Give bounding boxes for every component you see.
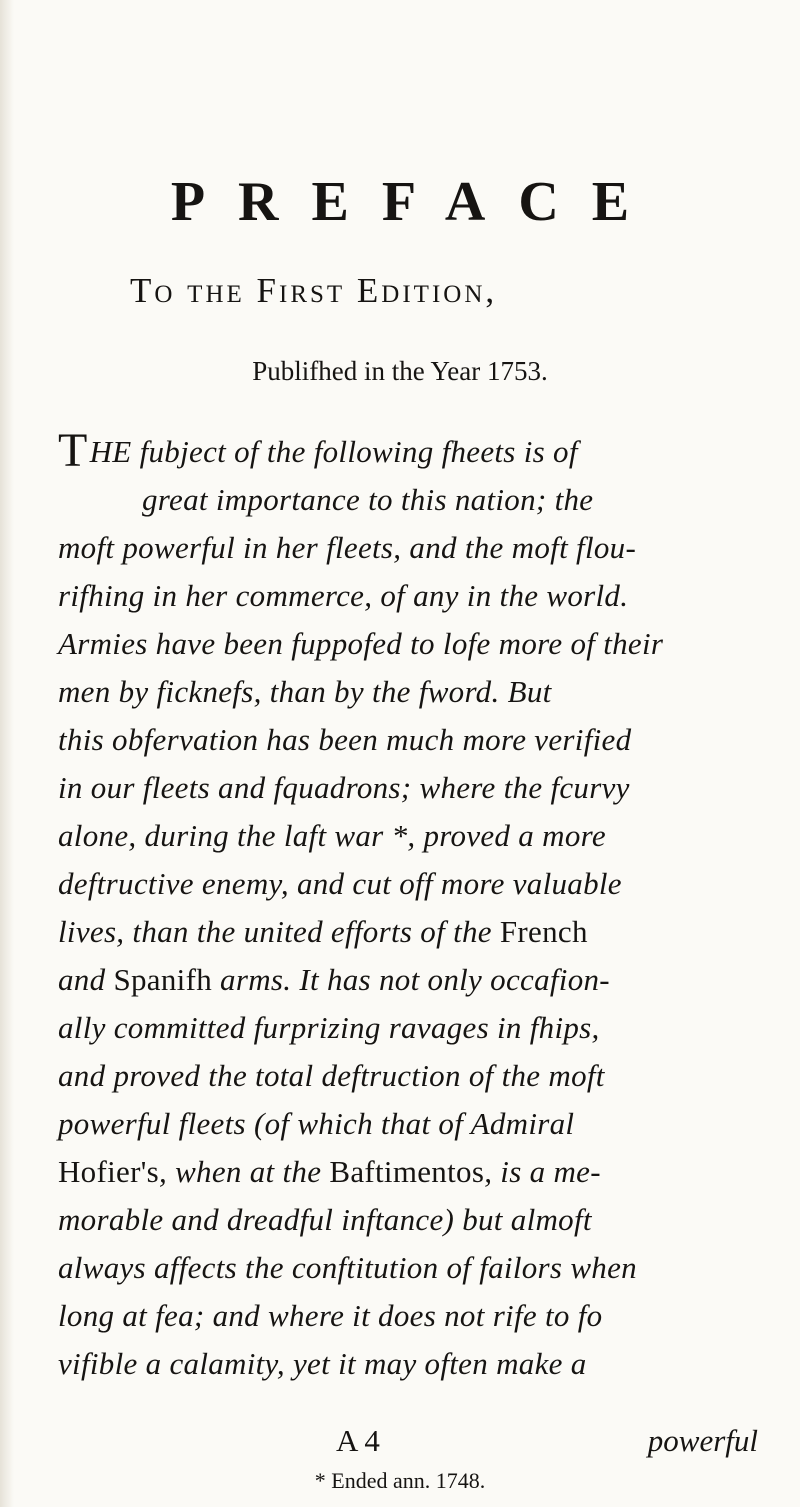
text-line: long at fea; and where it does not rife to fo bbox=[58, 1298, 603, 1333]
page-footer-line bbox=[58, 1423, 758, 1467]
text-line: morable and dreadful inftance) but almoft bbox=[58, 1202, 592, 1237]
preface-heading: PREFACE bbox=[170, 171, 663, 233]
text-line: vifible a calamity, yet it may often make a bbox=[58, 1346, 587, 1381]
text-line: ally committed furprizing ravages in fhips, bbox=[58, 1010, 600, 1045]
footnote: * Ended ann. 1748. bbox=[314, 1468, 486, 1493]
preface-body bbox=[58, 424, 758, 1388]
text-line: great importance to this nation; the bbox=[142, 482, 594, 517]
text-line: rifhing in her commerce, of any in the world. bbox=[58, 578, 629, 613]
text-line: powerful fleets (of which that of Admiral bbox=[58, 1106, 575, 1141]
text-line: deftructive enemy, and cut off more valuable bbox=[58, 866, 622, 901]
text-line: Hofier's, when at the Baftimentos, is a me- bbox=[58, 1154, 601, 1189]
catchword: powerful bbox=[647, 1423, 758, 1458]
text-line: lives, than the united efforts of the French bbox=[58, 914, 588, 949]
text-line: and proved the total deftruction of the moft bbox=[58, 1058, 605, 1093]
text-line: this obfervation has been much more verified bbox=[58, 722, 632, 757]
text-line: and Spanifh arms. It has not only occafion- bbox=[58, 962, 610, 997]
edition-subtitle: To the First Edition, bbox=[130, 271, 498, 310]
text-line: Armies have been fuppofed to lofe more of their bbox=[58, 626, 664, 661]
text-line: THE fubject of the following fheets is of bbox=[58, 424, 578, 477]
text-line: moft powerful in her fleets, and the moft flou- bbox=[58, 530, 637, 565]
text-line: always affects the conftitution of failors when bbox=[58, 1250, 637, 1285]
drop-cap: T bbox=[58, 424, 88, 477]
publication-line: Publifhed in the Year 1753. bbox=[252, 356, 548, 386]
signature-mark: A 4 bbox=[336, 1423, 380, 1458]
text-line: in our fleets and fquadrons; where the fcurvy bbox=[58, 770, 630, 805]
text-line: men by ficknefs, than by the fword. But bbox=[58, 674, 552, 709]
text-line: alone, during the laft war *, proved a more bbox=[58, 818, 606, 853]
